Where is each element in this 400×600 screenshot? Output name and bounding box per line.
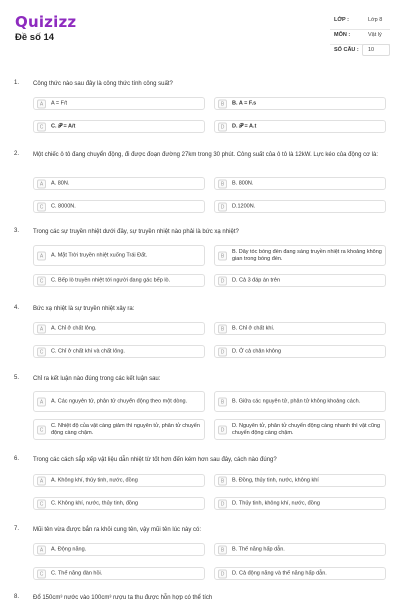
meta-label: LỚP : <box>334 17 349 23</box>
option-text: C. Nhiệt độ của vật càng giảm thì nguyên tử, phân tử chuyển động càng chậm. <box>51 422 200 436</box>
question-number: 3. <box>14 228 20 234</box>
option-text: B. 800N. <box>232 180 254 186</box>
meta-row-class <box>330 14 390 28</box>
option-text: D.1200N. <box>232 203 256 209</box>
option-text: C. Bếp lò truyền nhiệt tới người đang gác bếp lò. <box>51 277 171 283</box>
option-text: D. Cả 3 đáp án trên <box>232 277 281 283</box>
option-d[interactable] <box>214 274 386 287</box>
option-b[interactable] <box>214 245 386 266</box>
option-text: D. 𝒫 = A.t <box>232 123 257 129</box>
option-letter: A <box>37 476 46 485</box>
option-d[interactable] <box>214 497 386 510</box>
option-text: C. 𝒫 = A/t <box>51 123 76 129</box>
quizizz-logo: Quizizz <box>15 13 77 31</box>
option-text: A. Chỉ ở chất lỏng. <box>51 325 97 331</box>
option-letter: D <box>218 276 227 285</box>
question-number: 5. <box>14 375 20 381</box>
option-b[interactable] <box>214 391 386 412</box>
meta-row-count <box>330 44 390 58</box>
option-text: D. Ở cả chân không <box>232 348 282 354</box>
option-letter: C <box>37 425 46 434</box>
option-a[interactable] <box>33 97 205 110</box>
question-text: Trong các cách sắp xếp vật liệu dẫn nhiệt từ tốt hơn đến kém hơn sau đây, cách nào đúng? <box>33 457 277 463</box>
option-text: B. Đồng, thủy tinh, nước, không khí <box>232 477 319 483</box>
question-text: Mũi tên vừa được bắn ra khỏi cung tên, vậy mũi tên lúc này có: <box>33 527 202 533</box>
option-letter: A <box>37 397 46 406</box>
option-b[interactable] <box>214 474 386 487</box>
option-text: D. Nguyên tử, phân tử chuyển động càng nhanh thì vật cũng chuyển động càng chậm. <box>232 422 381 436</box>
option-letter: A <box>37 545 46 554</box>
option-c[interactable] <box>33 497 205 510</box>
meta-label: SỐ CÂU : <box>334 47 359 53</box>
question-number: 2. <box>14 151 20 157</box>
option-letter: A <box>37 99 46 108</box>
meta-row-subject <box>330 29 390 43</box>
option-b[interactable] <box>214 322 386 335</box>
option-text: C. 8000N. <box>51 203 76 209</box>
option-text: A = F/t <box>51 100 68 106</box>
option-letter: C <box>37 499 46 508</box>
page-header <box>0 0 400 64</box>
option-letter: D <box>218 122 227 131</box>
option-a[interactable] <box>33 391 205 412</box>
option-letter: B <box>218 179 227 188</box>
option-c[interactable] <box>33 200 205 213</box>
option-c[interactable] <box>33 274 205 287</box>
question-number: 4. <box>14 305 20 311</box>
question-text: Trong các sự truyền nhiệt dưới đây, sự truyền nhiệt nào phải là bức xạ nhiệt? <box>33 229 239 235</box>
option-a[interactable] <box>33 322 205 335</box>
option-a[interactable] <box>33 245 205 266</box>
option-letter: C <box>37 202 46 211</box>
option-c[interactable] <box>33 419 205 440</box>
option-c[interactable] <box>33 120 205 133</box>
option-letter: A <box>37 324 46 333</box>
question-number: 1. <box>14 80 20 86</box>
meta-value: Vật lý <box>368 32 382 38</box>
option-text: B. Dây tóc bóng đèn đang sáng truyền nhiệt ra khoảng không gian trong bóng đèn. <box>232 248 382 262</box>
option-b[interactable] <box>214 97 386 110</box>
option-letter: B <box>218 545 227 554</box>
meta-label: MÔN : <box>334 32 351 38</box>
question-text: Đổ 150cm³ nước vào 100cm³ rượu ta thu được hỗn hợp có thể tích <box>33 595 213 600</box>
option-text: B. A = F.s <box>232 100 257 106</box>
option-letter: B <box>218 324 227 333</box>
option-letter: C <box>37 569 46 578</box>
question-number: 7. <box>14 526 20 532</box>
option-letter: B <box>218 476 227 485</box>
option-letter: D <box>218 569 227 578</box>
option-letter: B <box>218 251 227 260</box>
option-text: B. Thế năng hấp dẫn. <box>232 546 285 552</box>
meta-value: 10 <box>368 47 375 53</box>
option-letter: B <box>218 99 227 108</box>
option-letter: D <box>218 425 227 434</box>
question-text: Chỉ ra kết luận nào đúng trong các kết luận sau: <box>33 376 161 382</box>
question-number: 8. <box>14 594 20 600</box>
meta-value: Lớp 8 <box>368 17 383 23</box>
option-letter: A <box>37 251 46 260</box>
option-d[interactable] <box>214 345 386 358</box>
option-text: C. Không khí, nước, thủy tinh, đồng <box>51 500 139 506</box>
option-letter: A <box>37 179 46 188</box>
option-text: A. 80N. <box>51 180 70 186</box>
option-letter: D <box>218 202 227 211</box>
option-text: B. Giữa các nguyên tử, phân tử không khoảng cách. <box>232 398 361 404</box>
option-text: B. Chỉ ở chất khí. <box>232 325 275 331</box>
count-box <box>362 44 390 56</box>
option-c[interactable] <box>33 345 205 358</box>
option-letter: C <box>37 276 46 285</box>
option-d[interactable] <box>214 120 386 133</box>
option-text: D. Cả động năng và thế năng hấp dẫn. <box>232 570 327 576</box>
option-b[interactable] <box>214 543 386 556</box>
option-d[interactable] <box>214 567 386 580</box>
question-8-partial <box>0 592 400 600</box>
option-text: C. Thế năng đàn hồi. <box>51 570 103 576</box>
option-letter: C <box>37 122 46 131</box>
option-text: A. Mặt Trời truyền nhiệt xuống Trái Đất. <box>51 252 148 258</box>
question-text: Một chiếc ô tô đang chuyển động, đi được đoạn đường 27km trong 30 phút. Công suất của ô tô là 12kW. Lực kéo của động cơ là: <box>33 152 379 158</box>
option-text: A. Không khí, thủy tinh, nước, đồng <box>51 477 138 483</box>
option-text: D. Thủy tinh, không khí, nước, đồng <box>232 500 320 506</box>
option-a[interactable] <box>33 474 205 487</box>
option-letter: D <box>218 499 227 508</box>
question-number: 6. <box>14 456 20 462</box>
option-letter: B <box>218 397 227 406</box>
option-d[interactable] <box>214 200 386 213</box>
option-a[interactable] <box>33 543 205 556</box>
question-text: Công thức nào sau đây là công thức tính công suất? <box>33 81 173 87</box>
option-d[interactable] <box>214 419 386 440</box>
option-text: A. Động năng. <box>51 546 87 552</box>
option-text: A. Các nguyên tử, phân tử chuyển động theo một dòng. <box>51 398 188 404</box>
option-text: C. Chỉ ở chất khí và chất lỏng. <box>51 348 125 354</box>
test-title: Đề số 14 <box>15 32 55 43</box>
option-letter: C <box>37 347 46 356</box>
option-b[interactable] <box>214 177 386 190</box>
question-text: Bức xạ nhiệt là sự truyền nhiệt xảy ra: <box>33 306 135 312</box>
option-a[interactable] <box>33 177 205 190</box>
option-c[interactable] <box>33 567 205 580</box>
option-letter: D <box>218 347 227 356</box>
